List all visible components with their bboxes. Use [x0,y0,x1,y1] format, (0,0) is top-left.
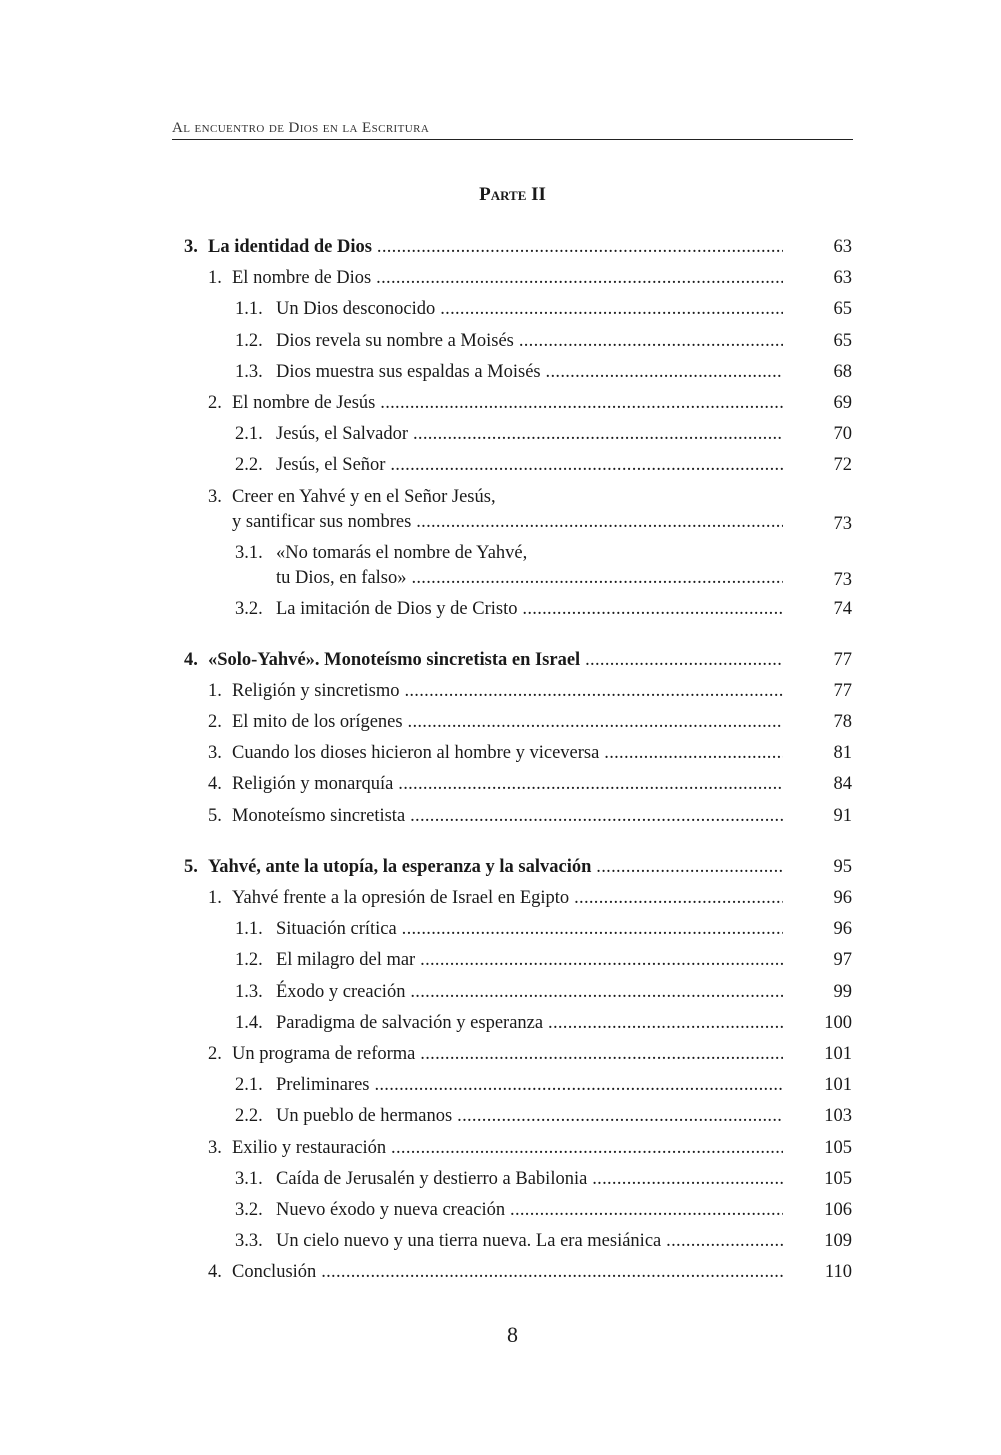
toc-entry-page: 95 [833,856,852,877]
toc-entry-title-line2: y santificar sus nombres [232,511,412,532]
toc-entry-title: Éxodo y creación ..... [276,977,783,1008]
toc-entry-page: 109 [824,1231,852,1252]
toc-entry-title: Exilio y restauración ..... [232,1133,783,1164]
toc-subsection [184,977,852,1008]
toc-entry-page: 78 [833,712,852,733]
toc-entry-page: 74 [833,598,852,619]
toc-entry-page: 73 [833,513,852,534]
toc-entry-number: 3.2. [235,598,263,619]
toc-entry-page: 96 [833,888,852,908]
toc-entry-title: Religión y monarquía ..... [232,769,783,800]
toc-entry-page: 103 [824,1106,852,1127]
toc-entry-number: 1.1. [235,919,263,940]
toc-subsection [184,1070,852,1101]
toc-subsection [184,326,852,357]
toc-entry-title: El mito de los orígenes ..... [232,707,783,738]
toc-entry-page: 100 [824,1012,852,1033]
toc-entry-page: 69 [833,392,852,413]
toc-entry-number: 1.2. [235,330,263,351]
toc-entry-title-line1: «No tomarás el nombre de Yahvé, [276,542,528,563]
page-number: 8 [507,1322,518,1347]
toc-entry-title: La identidad de Dios ..... [208,232,783,263]
toc-entry-title: Religión y sincretismo ..... [232,676,783,707]
toc-section [184,263,852,294]
toc-subsection [184,419,852,450]
toc-entry-number: 3.2. [235,1199,263,1220]
toc-entry-number: 3. [208,743,222,764]
toc-entry-title: El milagro del mar ..... [276,945,783,976]
toc-entry-page: 97 [833,950,852,971]
toc-entry-page: 65 [833,330,852,351]
toc-entry-title: Un programa de reforma ..... [232,1039,783,1070]
toc-subsection [184,1195,852,1226]
toc-entry-title: El nombre de Dios ..... [232,263,783,294]
running-header: Al encuentro de Dios en la Escritura [172,120,853,140]
toc-entry-title [232,482,783,535]
toc-section [184,388,852,419]
toc-subsection [184,945,852,976]
toc-entry-number: 4. [208,1262,222,1283]
toc-entry-page: 105 [824,1137,852,1158]
toc-entry-title: El nombre de Jesús ..... [232,388,783,419]
toc-entry-page: 105 [824,1168,852,1189]
toc-subsection [184,1164,852,1195]
toc-section [184,1133,852,1164]
toc-entry-number: 2.2. [235,455,263,476]
toc-entry-number: 3. [208,486,222,507]
toc-entry-title: Yahvé frente a la opresión de Israel en Egipto ..... [232,883,783,914]
toc-entry-title-line1: Creer en Yahvé y en el Señor Jesús, [232,486,496,507]
toc-entry-title: La imitación de Dios y de Cristo ..... [276,594,783,625]
toc-entry-number: 1. [208,888,222,908]
toc-subsection [184,914,852,945]
toc-section [184,738,852,769]
toc-entry-page: 99 [833,981,852,1002]
toc-entry-number: 2. [208,392,222,413]
toc-entry-number: 1.2. [235,950,263,971]
toc-chapter [184,852,852,883]
toc-subsection [184,594,852,625]
toc-entry-number: 2.1. [235,1075,263,1096]
toc-section [184,883,852,914]
toc-entry-page: 68 [833,361,852,382]
toc-entry-number: 4. [184,649,198,670]
toc-section [184,769,852,800]
toc-entry-title: Un pueblo de hermanos ..... [276,1101,783,1132]
toc-entry-page: 81 [833,743,852,764]
toc-subsection [184,1008,852,1039]
toc-entry-title: Un cielo nuevo y una tierra nueva. La era mesiánica ..... [276,1226,783,1257]
toc-entry-page: 101 [824,1075,852,1096]
toc-entry-page: 96 [833,919,852,940]
toc-entry-page: 84 [833,774,852,795]
toc-entry-title: Paradigma de salvación y esperanza ..... [276,1008,783,1039]
toc-entry-number: 5. [208,805,222,826]
toc-entry-number: 3.3. [235,1231,263,1252]
toc-entry-number: 1.4. [235,1012,263,1033]
toc-section [184,801,852,832]
toc-entry-page: 73 [833,569,852,590]
toc-subsection [184,538,852,594]
part-title: Parte II [479,184,546,205]
toc-entry-title: Monoteísmo sincretista ..... [232,801,783,832]
toc-entry-number: 1. [208,680,222,701]
toc-entry-number: 1.1. [235,299,263,320]
toc-entry-title: Dios muestra sus espaldas a Moisés ..... [276,357,783,388]
toc-entry-number: 1.3. [235,361,263,382]
toc-entry-page: 77 [833,680,852,701]
toc-entry-page: 106 [824,1199,852,1220]
toc-entry-number: 1.3. [235,981,263,1002]
toc-entry-title: Yahvé, ante la utopía, la esperanza y la salvación ..... [208,852,783,883]
toc-entry-title: Nuevo éxodo y nueva creación ..... [276,1195,783,1226]
toc-chapter [184,232,852,263]
toc-entry-number: 2. [208,1043,222,1064]
toc-entry-number: 1. [208,268,222,289]
toc-entry-title: Dios revela su nombre a Moisés ..... [276,326,783,357]
toc-entry-title: Un Dios desconocido ..... [276,294,783,325]
toc-entry-title: Cuando los dioses hicieron al hombre y viceversa ..... [232,738,783,769]
toc-entry-page: 65 [833,299,852,320]
toc-section [184,482,852,538]
toc-subsection [184,294,852,325]
toc-section [184,1039,852,1070]
toc-entry-page: 110 [824,1262,852,1283]
toc-entry-page: 91 [833,805,852,826]
toc-entry-page: 77 [833,649,852,670]
toc-entry-number: 3. [208,1137,222,1158]
toc-entry-title: Caída de Jerusalén y destierro a Babilonia ..... [276,1164,783,1195]
toc-entry-title: Jesús, el Salvador ..... [276,419,783,450]
toc-entry-number: 4. [208,774,222,795]
toc-entry-page: 101 [824,1043,852,1064]
toc-entry-number: 2.1. [235,424,263,445]
toc-entry-title [276,538,783,591]
toc-entry-page: 70 [833,424,852,445]
toc-section [184,1257,852,1288]
toc-entry-number: 3. [184,237,198,257]
toc-entry-title: «Solo-Yahvé». Monoteísmo sincretista en Israel ..... [208,645,783,676]
toc-entry-number: 2. [208,712,222,733]
toc-entry-number: 3.1. [235,542,263,563]
toc-entry-title: Jesús, el Señor ..... [276,450,783,481]
toc-chapter [184,645,852,676]
toc-subsection [184,1101,852,1132]
toc-subsection [184,1226,852,1257]
toc-entry-title: Conclusión ..... [232,1257,783,1288]
toc-entry-title: Situación crítica ..... [276,914,783,945]
toc-entry-page: 63 [833,268,852,289]
table-of-contents [184,232,852,1288]
toc-section [184,707,852,738]
toc-entry-number: 2.2. [235,1106,263,1127]
toc-entry-page: 63 [833,237,852,257]
toc-subsection [184,357,852,388]
toc-subsection [184,450,852,481]
toc-entry-number: 3.1. [235,1168,263,1189]
toc-entry-title-line2: tu Dios, en falso» [276,567,407,588]
toc-section [184,676,852,707]
toc-entry-number: 5. [184,856,198,877]
toc-entry-page: 72 [833,455,852,476]
toc-entry-title: Preliminares ..... [276,1070,783,1101]
